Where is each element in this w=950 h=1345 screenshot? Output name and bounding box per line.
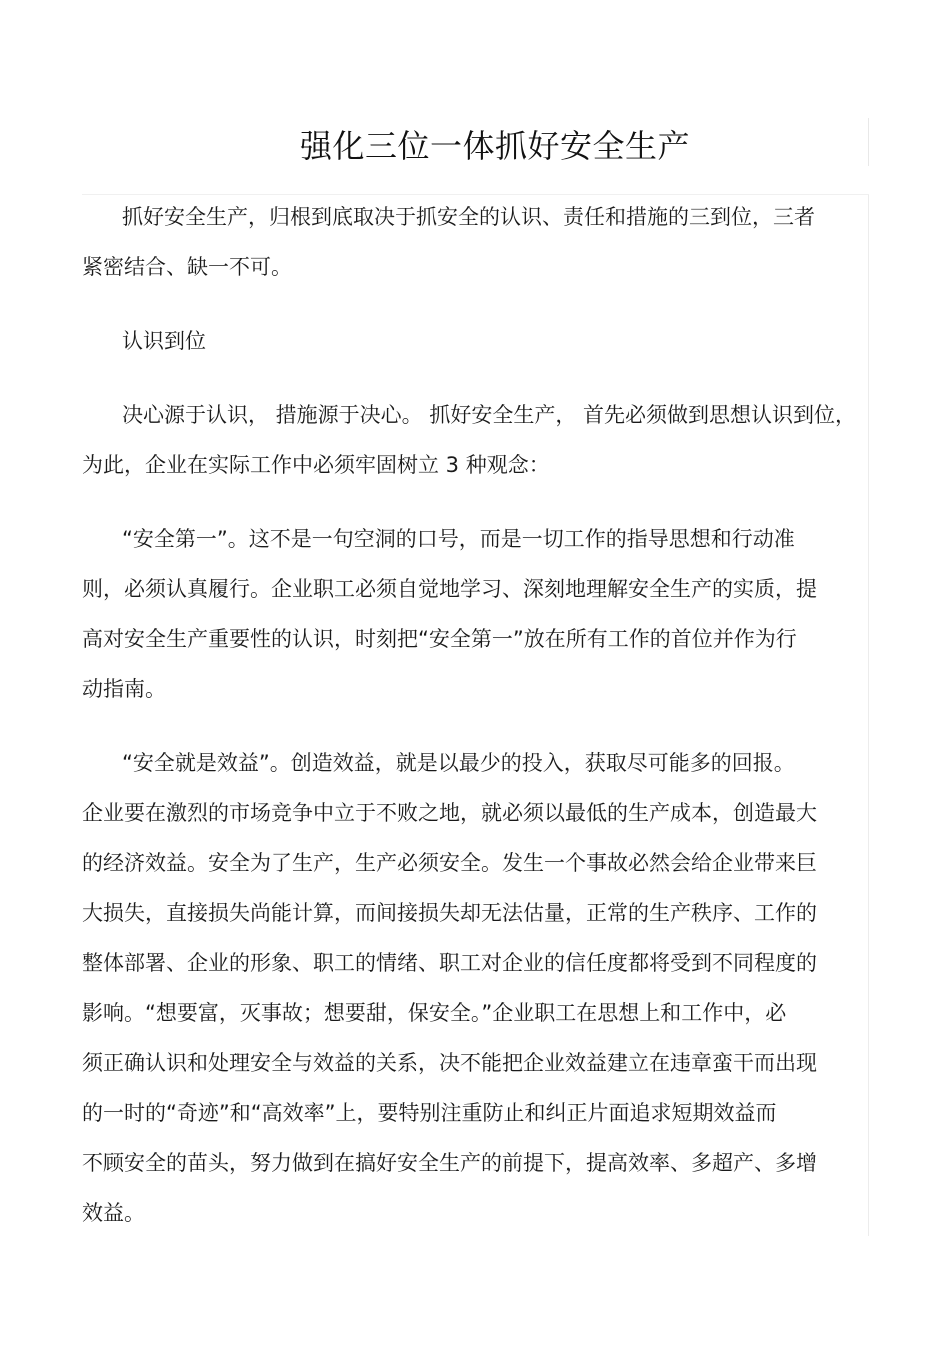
margin-line-body xyxy=(868,194,869,1236)
section-heading xyxy=(82,316,842,366)
text-line: 不顾安全的苗头，努力做到在搞好安全生产的前提下，提高效率、多超产、多增 xyxy=(82,1151,817,1175)
text-line: 高对安全生产重要性的认识，时刻把“安全第一”放在所有工作的首位并作为行 xyxy=(82,627,797,651)
document-body xyxy=(82,192,857,1262)
paragraph xyxy=(82,192,842,292)
paragraph xyxy=(82,390,857,490)
text-line: “安全第一”。这不是一句空洞的口号，而是一切工作的指导思想和行动准 xyxy=(122,527,795,551)
text-line: 效益。 xyxy=(82,1201,145,1225)
text-line: 整体部署、企业的形象、职工的情绪、职工对企业的信任度都将受到不同程度的 xyxy=(82,951,817,975)
text-line: 大损失，直接损失尚能计算，而间接损失却无法估量，正常的生产秩序、工作的 xyxy=(82,901,817,925)
text-line: 决心源于认识， 措施源于决心。 抓好安全生产， 首先必须做到思想认识到位， xyxy=(122,403,857,427)
text-line: 动指南。 xyxy=(82,677,166,701)
text-line: 紧密结合、缺一不可。 xyxy=(82,255,292,279)
text-line: “安全就是效益”。创造效益，就是以最少的投入，获取尽可能多的回报。 xyxy=(122,751,795,775)
text-line: 则，必须认真履行。企业职工必须自觉地学习、深刻地理解安全生产的实质，提 xyxy=(82,577,817,601)
paragraph xyxy=(82,514,842,714)
text-line: 的一时的“奇迹”和“高效率”上，要特别注重防止和纠正片面追求短期效益而 xyxy=(82,1101,777,1125)
text-line: 抓好安全生产，归根到底取决于抓安全的认识、责任和措施的三到位，三者 xyxy=(122,205,815,229)
text-line: 须正确认识和处理安全与效益的关系，决不能把企业效益建立在违章蛮干而出现 xyxy=(82,1051,817,1075)
text-line: 认识到位 xyxy=(122,329,206,353)
paragraph xyxy=(82,738,842,1238)
text-line: 为此，企业在实际工作中必须牢固树立 3 种观念： xyxy=(82,453,550,477)
text-line: 企业要在激烈的市场竞争中立于不败之地，就必须以最低的生产成本，创造最大 xyxy=(82,801,817,825)
text-line: 的经济效益。安全为了生产，生产必须安全。发生一个事故必然会给企业带来巨 xyxy=(82,851,817,875)
document-title: 强化三位一体抓好安全生产 xyxy=(299,127,690,165)
text-line: 影响。“想要富，灭事故；想要甜，保安全。”企业职工在思想上和工作中，必 xyxy=(82,1001,787,1025)
